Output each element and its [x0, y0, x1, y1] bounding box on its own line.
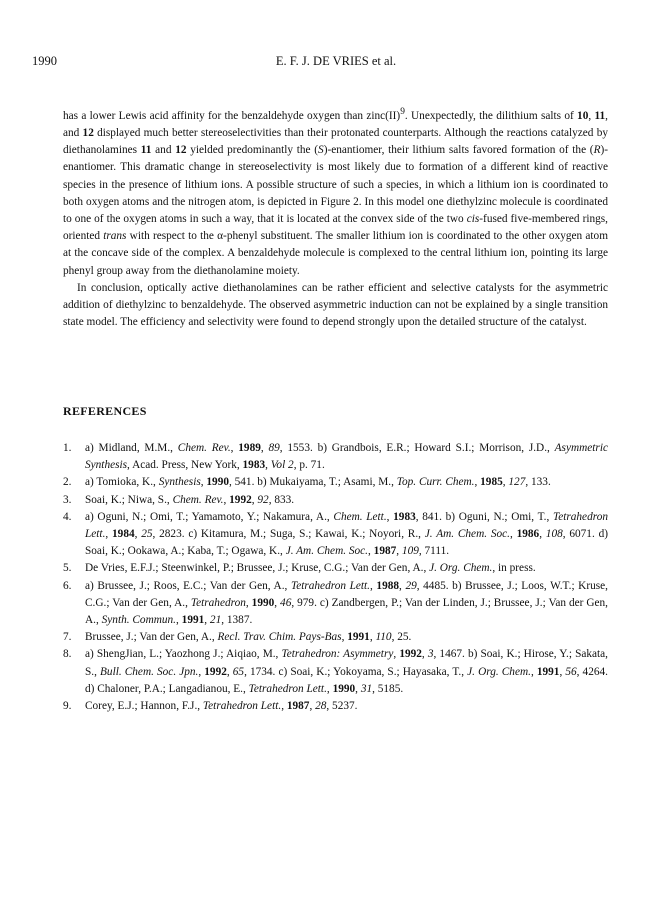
reference-segment: 1992: [229, 493, 252, 506]
reference-item: [63, 698, 608, 715]
p1-seg: has a lower Lewis acid affinity for the benzaldehyde oxygen than zinc(II): [63, 109, 401, 122]
reference-segment: ,: [204, 614, 210, 627]
reference-segment: Tetrahedron Lett.: [290, 579, 370, 592]
reference-number: 2.: [63, 476, 72, 489]
reference-segment: J. Am. Chem. Soc.: [285, 545, 369, 558]
reference-segment: 56: [565, 665, 577, 678]
reference-number: 7.: [63, 631, 72, 644]
p1-seg: and: [151, 144, 176, 157]
reference-segment: a) Brussee, J.; Roos, E.C.; Van der Gen, A.,: [85, 579, 291, 592]
p1-seg: -fused five-membered rings, oriented: [63, 212, 608, 243]
reference-segment: , 1734. c) Soai, K.; Yokoyama, S.; Hayasaka, T.,: [244, 665, 468, 678]
reference-text: [85, 476, 551, 488]
reference-segment: ,: [281, 700, 287, 713]
p1-seg: . Unexpectedly, the dilithium salts of: [404, 109, 578, 122]
reference-segment: Synth. Commun.: [101, 614, 177, 627]
reference-segment: ,: [539, 528, 546, 541]
reference-segment: , 7111.: [418, 545, 450, 558]
reference-number: 9.: [63, 700, 72, 713]
reference-segment: 28: [315, 700, 327, 713]
reference-segment: 1983: [393, 510, 416, 523]
reference-item: [63, 492, 608, 509]
reference-segment: Tetrahedron Lett.: [85, 510, 608, 541]
reference-text: [85, 511, 608, 557]
reference-segment: Chem. Rev.: [177, 442, 231, 454]
reference-segment: , 1467. b) Soai, K.; Hirose, Y.; Sakata, S.,: [85, 648, 609, 678]
reference-segment: ,: [559, 665, 566, 678]
reference-item: [63, 629, 608, 646]
reference-segment: ,: [474, 476, 481, 489]
reference-segment: Bull. Chem. Soc. Jpn.: [100, 665, 199, 678]
p1-seg: ,: [588, 109, 595, 122]
reference-segment: a) Oguni, N.; Omi, T.; Yamamoto, Y.; Nakamura, A.,: [85, 510, 334, 523]
reference-segment: Synthesis: [158, 476, 201, 489]
reference-segment: ,: [421, 648, 428, 661]
reference-segment: 108: [545, 528, 563, 541]
reference-text: [85, 562, 536, 574]
reference-segment: ,: [200, 476, 207, 489]
reference-number: 4.: [63, 510, 72, 523]
reference-segment: 1985: [480, 476, 503, 489]
reference-segment: 127: [508, 476, 526, 489]
reference-segment: ,: [396, 545, 402, 558]
reference-segment: ,: [245, 596, 252, 609]
reference-segment: Soai, K.; Niwa, S.,: [85, 493, 173, 506]
reference-segment: 1990: [332, 682, 356, 695]
reference-segment: , 1553. b) Grandbois, E.R.; Howard S.I.; Morrison, J.D.,: [279, 442, 555, 454]
references-heading: REFERENCES: [63, 404, 147, 418]
p1-footnote-ref: 9: [400, 107, 405, 117]
reference-text: [85, 494, 294, 506]
reference-segment: , 841. b) Oguni, N.; Omi, T.,: [415, 510, 553, 523]
reference-segment: Tetrahedron Lett.: [202, 700, 282, 713]
reference-segment: a) Tomioka, K.,: [85, 476, 159, 489]
reference-segment: Chem. Rev.: [172, 493, 224, 506]
reference-segment: , 1387.: [221, 614, 253, 627]
reference-segment: ,: [399, 579, 406, 592]
reference-segment: Corey, E.J.; Hannon, F.J.,: [85, 700, 203, 713]
compound-number: 12: [82, 126, 94, 139]
reference-segment: Recl. Trav. Chim. Pays-Bas: [217, 631, 342, 644]
page-number: 1990: [32, 54, 57, 68]
reference-segment: 1990: [206, 476, 229, 489]
reference-segment: J. Org. Chem.: [467, 665, 531, 678]
reference-item: [63, 578, 608, 630]
stereo-descriptor: S: [318, 144, 324, 157]
running-head: [0, 54, 672, 69]
reference-segment: ,: [369, 631, 376, 644]
reference-segment: 3: [427, 648, 434, 661]
reference-segment: 1988: [376, 579, 400, 592]
reference-segment: ,: [509, 528, 517, 541]
reference-segment: ,: [134, 528, 142, 541]
reference-number: 8.: [63, 648, 72, 661]
reference-segment: 89: [268, 442, 280, 454]
reference-segment: 1987: [373, 545, 397, 558]
reference-segment: 1992: [399, 648, 422, 661]
reference-segment: ,: [230, 442, 239, 454]
reference-segment: Tetrahedron: Asymmetry: [281, 648, 394, 661]
reference-segment: ,: [105, 528, 113, 541]
compound-number: 11: [594, 109, 606, 122]
paragraph-2: In conclusion, optically active diethanolamines can be rather efficient and selective catalysts for the asymmetric addition of diethylzinc to benzaldehyde. The observed asymmetric induction can not be explained by a single transition state model. The efficiency and selectivity were found to depend strongly upon the detailed structure of the catalyst.: [63, 281, 608, 329]
reference-segment: 65: [232, 665, 245, 678]
reference-segment: ,: [502, 476, 509, 489]
paragraph-1: [63, 104, 608, 280]
reference-segment: , 4264. d) Chaloner, P.A.; Langadianou, E.,: [85, 665, 608, 695]
reference-segment: 1987: [286, 700, 310, 713]
reference-segment: ,: [274, 596, 281, 609]
reference-segment: Tetrahedron: [190, 596, 246, 609]
reference-segment: ,: [223, 493, 230, 506]
reference-segment: De Vries, E.F.J.; Steenwinkel, P.; Brussee, J.; Kruse, C.G.; Van der Gen, A.,: [85, 562, 430, 575]
reference-segment: ,: [309, 700, 316, 713]
reference-segment: ,: [251, 493, 258, 506]
p1-seg: with respect to the α-phenyl substituent. The smaller lithium ion is coordinated to the other oxygen atom at the concave side of the complex. A benzaldehyde molecule is complexed to the central lithium ion, pointing its large phenyl group away from the diethanolamine moiety.: [63, 230, 608, 277]
reference-segment: ,: [176, 614, 182, 627]
reference-segment: , 2823. c) Kitamura, M.; Suga, S.; Kawai, K.; Noyori, R.,: [152, 528, 425, 541]
italic-term: trans: [103, 230, 127, 243]
reference-segment: ,: [326, 682, 333, 695]
reference-segment: Top. Curr. Chem.: [396, 476, 475, 489]
reference-segment: 29: [405, 579, 417, 592]
p1-seg: )-enantiomer. This dramatic change in stereoselectivity is most likely due to formation of a different kind of reactive species in the presence of lithium ions. A possible structure of such a species, in which a lithium ion is coordinated to both oxygen atoms and the nitrogen atom, is depicted in Figure 2. In this model one diethylzinc molecule is coordinated to one of the oxygen atoms in such a way, that it is located at the convex side of the two: [63, 144, 608, 225]
reference-segment: J. Am. Chem. Soc.: [424, 528, 510, 541]
reference-segment: 1990: [251, 596, 275, 609]
reference-segment: , 979. c) Zandbergen, P.; Van der Linden, J.; Brussee, J.; Van der Gen, A.,: [85, 596, 608, 627]
reference-segment: , 6071. d) Soai, K.; Ookawa, A.; Kaba, T.; Ogawa, K.,: [85, 528, 608, 558]
reference-segment: 110: [375, 631, 392, 644]
reference-segment: 1983: [242, 459, 266, 472]
reference-segment: , 833.: [268, 493, 295, 506]
reference-segment: 1989: [238, 442, 261, 454]
reference-segment: 31: [360, 682, 373, 695]
stereo-descriptor: R: [593, 144, 601, 157]
reference-number: 5.: [63, 562, 72, 575]
reference-segment: ,: [530, 665, 537, 678]
compound-number: 12: [175, 144, 187, 157]
reference-segment: , 133.: [525, 476, 551, 489]
reference-segment: a) ShengJian, L.; Yaozhong J.; Aiqiao, M.,: [85, 648, 282, 661]
p1-seg: yielded predominantly the (: [186, 144, 319, 157]
reference-segment: , 25.: [391, 631, 412, 644]
reference-segment: 92: [257, 493, 269, 506]
p1-seg: )-enantiomer, their lithium salts favored formation of the (: [323, 144, 594, 157]
reference-segment: , 5237.: [326, 700, 358, 713]
reference-segment: ,: [368, 545, 374, 558]
reference-text: [85, 631, 411, 643]
reference-segment: , 5185.: [372, 682, 404, 695]
reference-text: [85, 700, 357, 712]
reference-segment: ,: [260, 442, 269, 454]
reference-segment: ,: [370, 579, 377, 592]
reference-segment: 1991: [347, 631, 370, 644]
reference-item: [63, 440, 608, 474]
reference-segment: ,: [386, 510, 394, 523]
reference-item: [63, 560, 608, 577]
reference-segment: ,: [355, 682, 361, 695]
compound-number: 11: [140, 144, 152, 157]
reference-segment: 1992: [204, 665, 227, 678]
reference-segment: ,: [341, 631, 348, 644]
reference-segment: Chem. Lett.: [333, 510, 387, 523]
reference-segment: 46: [280, 596, 292, 609]
reference-segment: a) Midland, M.M.,: [85, 442, 178, 454]
reference-item: [63, 509, 608, 561]
reference-segment: , in press.: [492, 562, 536, 575]
reference-segment: ,: [265, 459, 271, 472]
reference-segment: 21: [209, 614, 222, 627]
italic-term: cis: [466, 212, 480, 225]
reference-list: [63, 440, 608, 715]
compound-number: 10: [577, 109, 589, 122]
reference-segment: , 4485. b) Brussee, J.; Loos, W.T.; Kruse, C.G.; Van der Gen, A.,: [85, 579, 608, 609]
reference-segment: 25: [141, 528, 153, 541]
reference-segment: , 541. b) Mukaiyama, T.; Asami, M.,: [228, 476, 397, 489]
reference-segment: 109: [401, 545, 419, 558]
body-text: [63, 104, 608, 331]
reference-item: [63, 646, 608, 698]
reference-segment: J. Org. Chem.: [429, 562, 493, 575]
reference-segment: 1984: [112, 528, 135, 541]
reference-segment: ,: [226, 665, 233, 678]
reference-number: 1.: [63, 442, 72, 454]
p1-seg: displayed much better stereoselectivities than their protonated counterparts. Although the reactions catalyzed by diethanolamines: [63, 126, 608, 157]
reference-text: [85, 580, 608, 626]
reference-segment: Tetrahedron Lett.: [248, 682, 327, 695]
running-head-authors: E. F. J. DE VRIES et al.: [275, 54, 397, 68]
reference-segment: , Acad. Press, New York,: [127, 459, 243, 472]
reference-segment: Asymmetric Synthesis: [85, 442, 608, 472]
p1-seg: , and: [63, 109, 608, 139]
reference-segment: ,: [393, 648, 400, 661]
reference-segment: , p. 71.: [293, 459, 325, 472]
reference-number: 6.: [63, 579, 72, 592]
reference-text: [85, 442, 608, 471]
reference-segment: Vol 2: [270, 459, 294, 472]
reference-segment: 1991: [536, 665, 560, 678]
reference-number: 3.: [63, 493, 72, 506]
reference-segment: ,: [198, 665, 205, 678]
reference-text: [85, 648, 608, 694]
reference-segment: 1991: [181, 614, 205, 627]
reference-segment: Brussee, J.; Van der Gen, A.,: [85, 631, 218, 644]
reference-segment: 1986: [516, 528, 540, 541]
reference-item: [63, 474, 608, 491]
